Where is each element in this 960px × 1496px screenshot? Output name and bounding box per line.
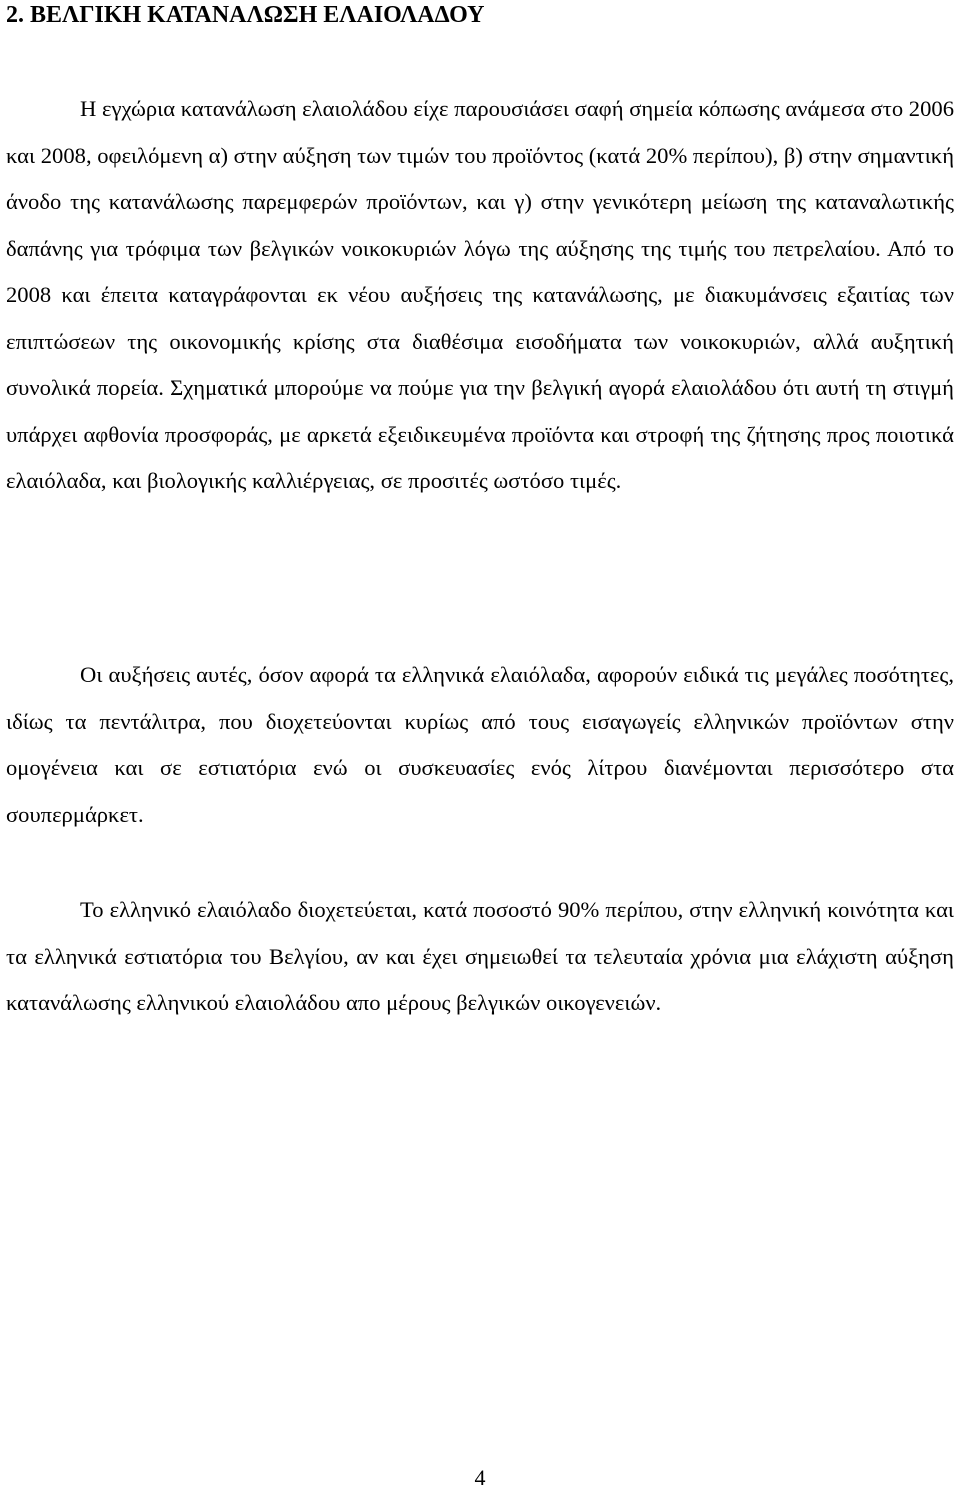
paragraph-greek-oil-increases: Οι αυξήσεις αυτές, όσον αφορά τα ελληνικά ελαιόλαδα, αφορούν ειδικά τις μεγάλες ποσότητες, ιδίως τα πεντάλιτρα, που διοχετεύονται κυρίως από τους εισαγωγείς ελληνικών προϊόντων στην ομογένεια και σε εστιατόρια ενώ οι συσκευασίες ενός λίτρου διανέμονται περισσότερο στα σουπερμάρκετ. [6,662,954,827]
paragraph-consumption-trend: Η εγχώρια κατανάλωση ελαιολάδου είχε παρουσιάσει σαφή σημεία κόπωσης ανάμεσα στο 2006 και 2008, οφειλόμενη α) στην αύξηση των τιμών του προϊόντος (κατά 20% περίπου), β) στην σημαντική άνοδο της κατανάλωσης παρεμφερών προϊόντων, και γ) στην γενικότερη μείωση της καταναλωτικής δαπάνης για τρόφιμα των βελγικών νοικοκυριών λόγω της αύξησης της τιμής του πετρελαίου. Από το 2008 και έπειτα καταγράφονται εκ νέου αυξήσεις της κατανάλωσης, με διακυμάνσεις εξαιτίας των επιπτώσεων της οικονομικής κρίσης στα διαθέσιμα εισοδήματα των νοικοκυριών, αλλά αυξητική συνολικά πορεία. Σχηματικά μπορούμε να πούμε για την βελγική αγορά ελαιολάδου ότι αυτή τη στιγμή υπάρχει αφθονία προσφοράς, με αρκετά εξειδικευμένα προϊόντα και στροφή της ζήτησης προς ποιοτικά ελαιόλαδα, και βιολογικής καλλιέργειας, σε προσιτές ωστόσο τιμές. [6,96,955,493]
paragraph-greek-oil-distribution: Το ελληνικό ελαιόλαδο διοχετεύεται, κατά ποσοστό 90% περίπου, στην ελληνική κοινότητα και τα ελληνικά εστιατόρια του Βελγίου, αν και έχει σημειωθεί τα τελευταία χρόνια μια ελάχιστη αύξηση κατανάλωσης ελληνικού ελαιολάδου απο μέρους βελγικών οικογενειών. [6,897,954,1015]
page-number: 4 [474,1465,486,1490]
section-heading: 2. ΒΕΛΓΙΚΗ ΚΑΤΑΝΑΛΩΣΗ ΕΛΑΙΟΛΑΔΟΥ [6,2,485,28]
